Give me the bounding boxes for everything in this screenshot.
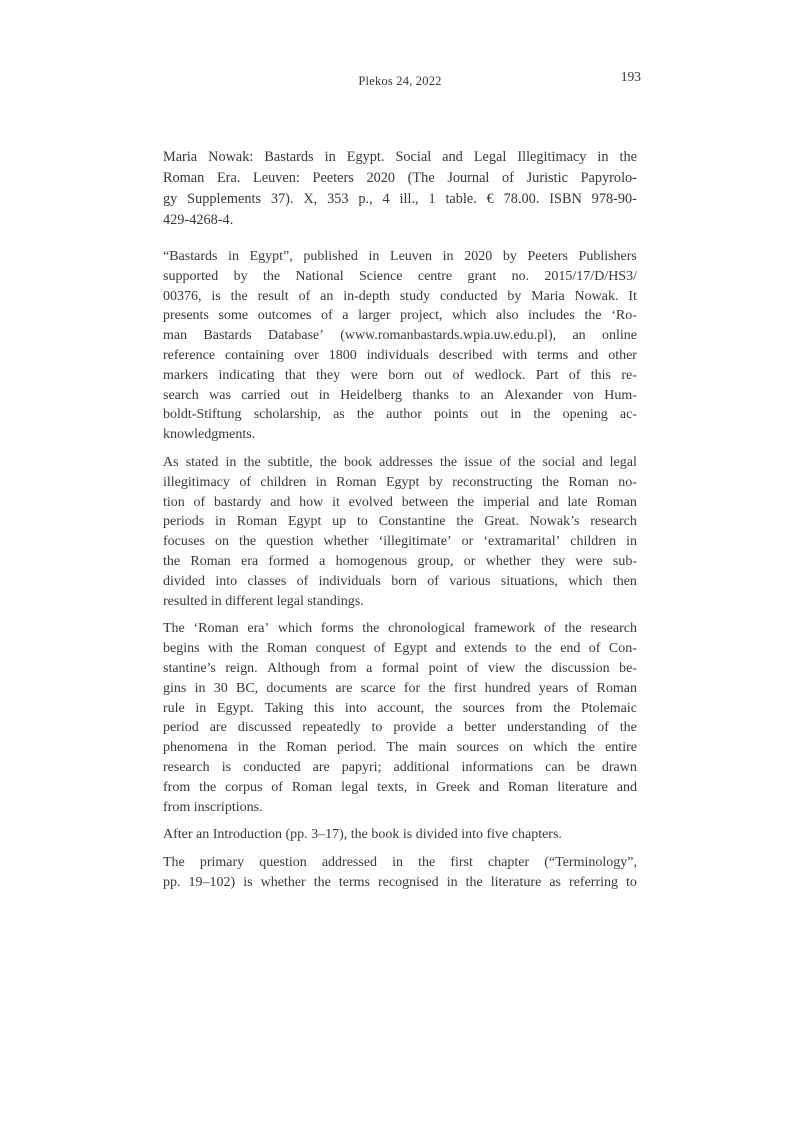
- review-body: [163, 247, 637, 893]
- text-line: period are discussed repeatedly to provide a better understanding of the: [163, 720, 637, 736]
- journal-title: Plekos 24, 2022: [358, 74, 442, 88]
- text-line: After an Introduction (pp. 3–17), the book is divided into five chapters.: [163, 827, 562, 843]
- paragraph: [163, 247, 637, 445]
- text-line: reference containing over 1800 individuals described with terms and other: [163, 347, 637, 363]
- text-line: focuses on the question whether ‘illegitimate’ or ‘extramarital’ children in: [163, 534, 637, 550]
- text-line: knowledgments.: [163, 427, 256, 443]
- text-line: resulted in different legal standings.: [163, 593, 364, 609]
- page-number: 193: [620, 69, 641, 84]
- text-line: periods in Roman Egypt up to Constantine the Great. Nowak’s research: [163, 514, 637, 530]
- text-line: tion of bastardy and how it evolved between the imperial and late Roman: [163, 494, 637, 510]
- text-line: supported by the National Science centre grant no. 2015/17/D/HS3/: [163, 268, 637, 284]
- text-line: from inscriptions.: [163, 799, 263, 815]
- text-line: the Roman era formed a homogenous group, or whether they were sub-: [163, 553, 637, 569]
- text-line: rule in Egypt. Taking this into account, the sources from the Ptolemaic: [163, 700, 637, 716]
- paragraph: [163, 825, 637, 845]
- text-line: markers indicating that they were born out of wedlock. Part of this re-: [163, 367, 637, 383]
- text-line: divided into classes of individuals born of various situations, which then: [163, 573, 637, 589]
- text-line: gy Supplements 37). X, 353 p., 4 ill., 1 table. € 78.00. ISBN 978-90-: [163, 191, 637, 207]
- text-line: 429-4268-4.: [163, 212, 234, 228]
- text-line: “Bastards in Egypt”, published in Leuven in 2020 by Peeters Publishers: [163, 249, 637, 264]
- text-line: phenomena in the Roman period. The main sources on which the entire: [163, 740, 637, 756]
- text-line: presents some outcomes of a larger project, which also includes the ‘Ro-: [163, 308, 637, 324]
- text-line: search was carried out in Heidelberg thanks to an Alexander von Hum-: [163, 387, 637, 403]
- content-column: [163, 147, 637, 901]
- text-line: The primary question addressed in the first chapter (“Terminology”,: [163, 855, 637, 871]
- text-line: from the corpus of Roman legal texts, in Greek and Roman literature and: [163, 779, 637, 795]
- text-line: 00376, is the result of an in-depth study conducted by Maria Nowak. It: [163, 288, 637, 304]
- paragraph: [163, 619, 637, 817]
- paragraph: [163, 853, 637, 893]
- text-line: stantine’s reign. Although from a formal point of view the discussion be-: [163, 660, 637, 676]
- text-line: man Bastards Database’ (www.romanbastards.wpia.uw.edu.pl), an online: [163, 328, 637, 344]
- paragraph: [163, 453, 637, 611]
- text-line: Maria Nowak: Bastards in Egypt. Social and Legal Illegitimacy in the: [163, 149, 637, 165]
- text-line: Roman Era. Leuven: Peeters 2020 (The Journal of Juristic Papyrolo-: [163, 170, 637, 186]
- text-line: illegitimacy of children in Roman Egypt by reconstructing the Roman no-: [163, 474, 637, 490]
- text-line: As stated in the subtitle, the book addresses the issue of the social and legal: [163, 454, 637, 470]
- text-line: begins with the Roman conquest of Egypt and extends to the end of Con-: [163, 641, 637, 657]
- text-line: The ‘Roman era’ which forms the chronological framework of the research: [163, 621, 637, 637]
- text-line: gins in 30 BC, documents are scarce for the first hundred years of Roman: [163, 680, 637, 696]
- text-line: pp. 19–102) is whether the terms recognised in the literature as referring to: [163, 874, 637, 890]
- text-line: boldt-Stiftung scholarship, as the author points out in the opening ac-: [163, 407, 637, 423]
- text-line: research is conducted are papyri; additional informations can be drawn: [163, 759, 637, 775]
- book-citation: [163, 147, 637, 231]
- running-header: [163, 69, 641, 88]
